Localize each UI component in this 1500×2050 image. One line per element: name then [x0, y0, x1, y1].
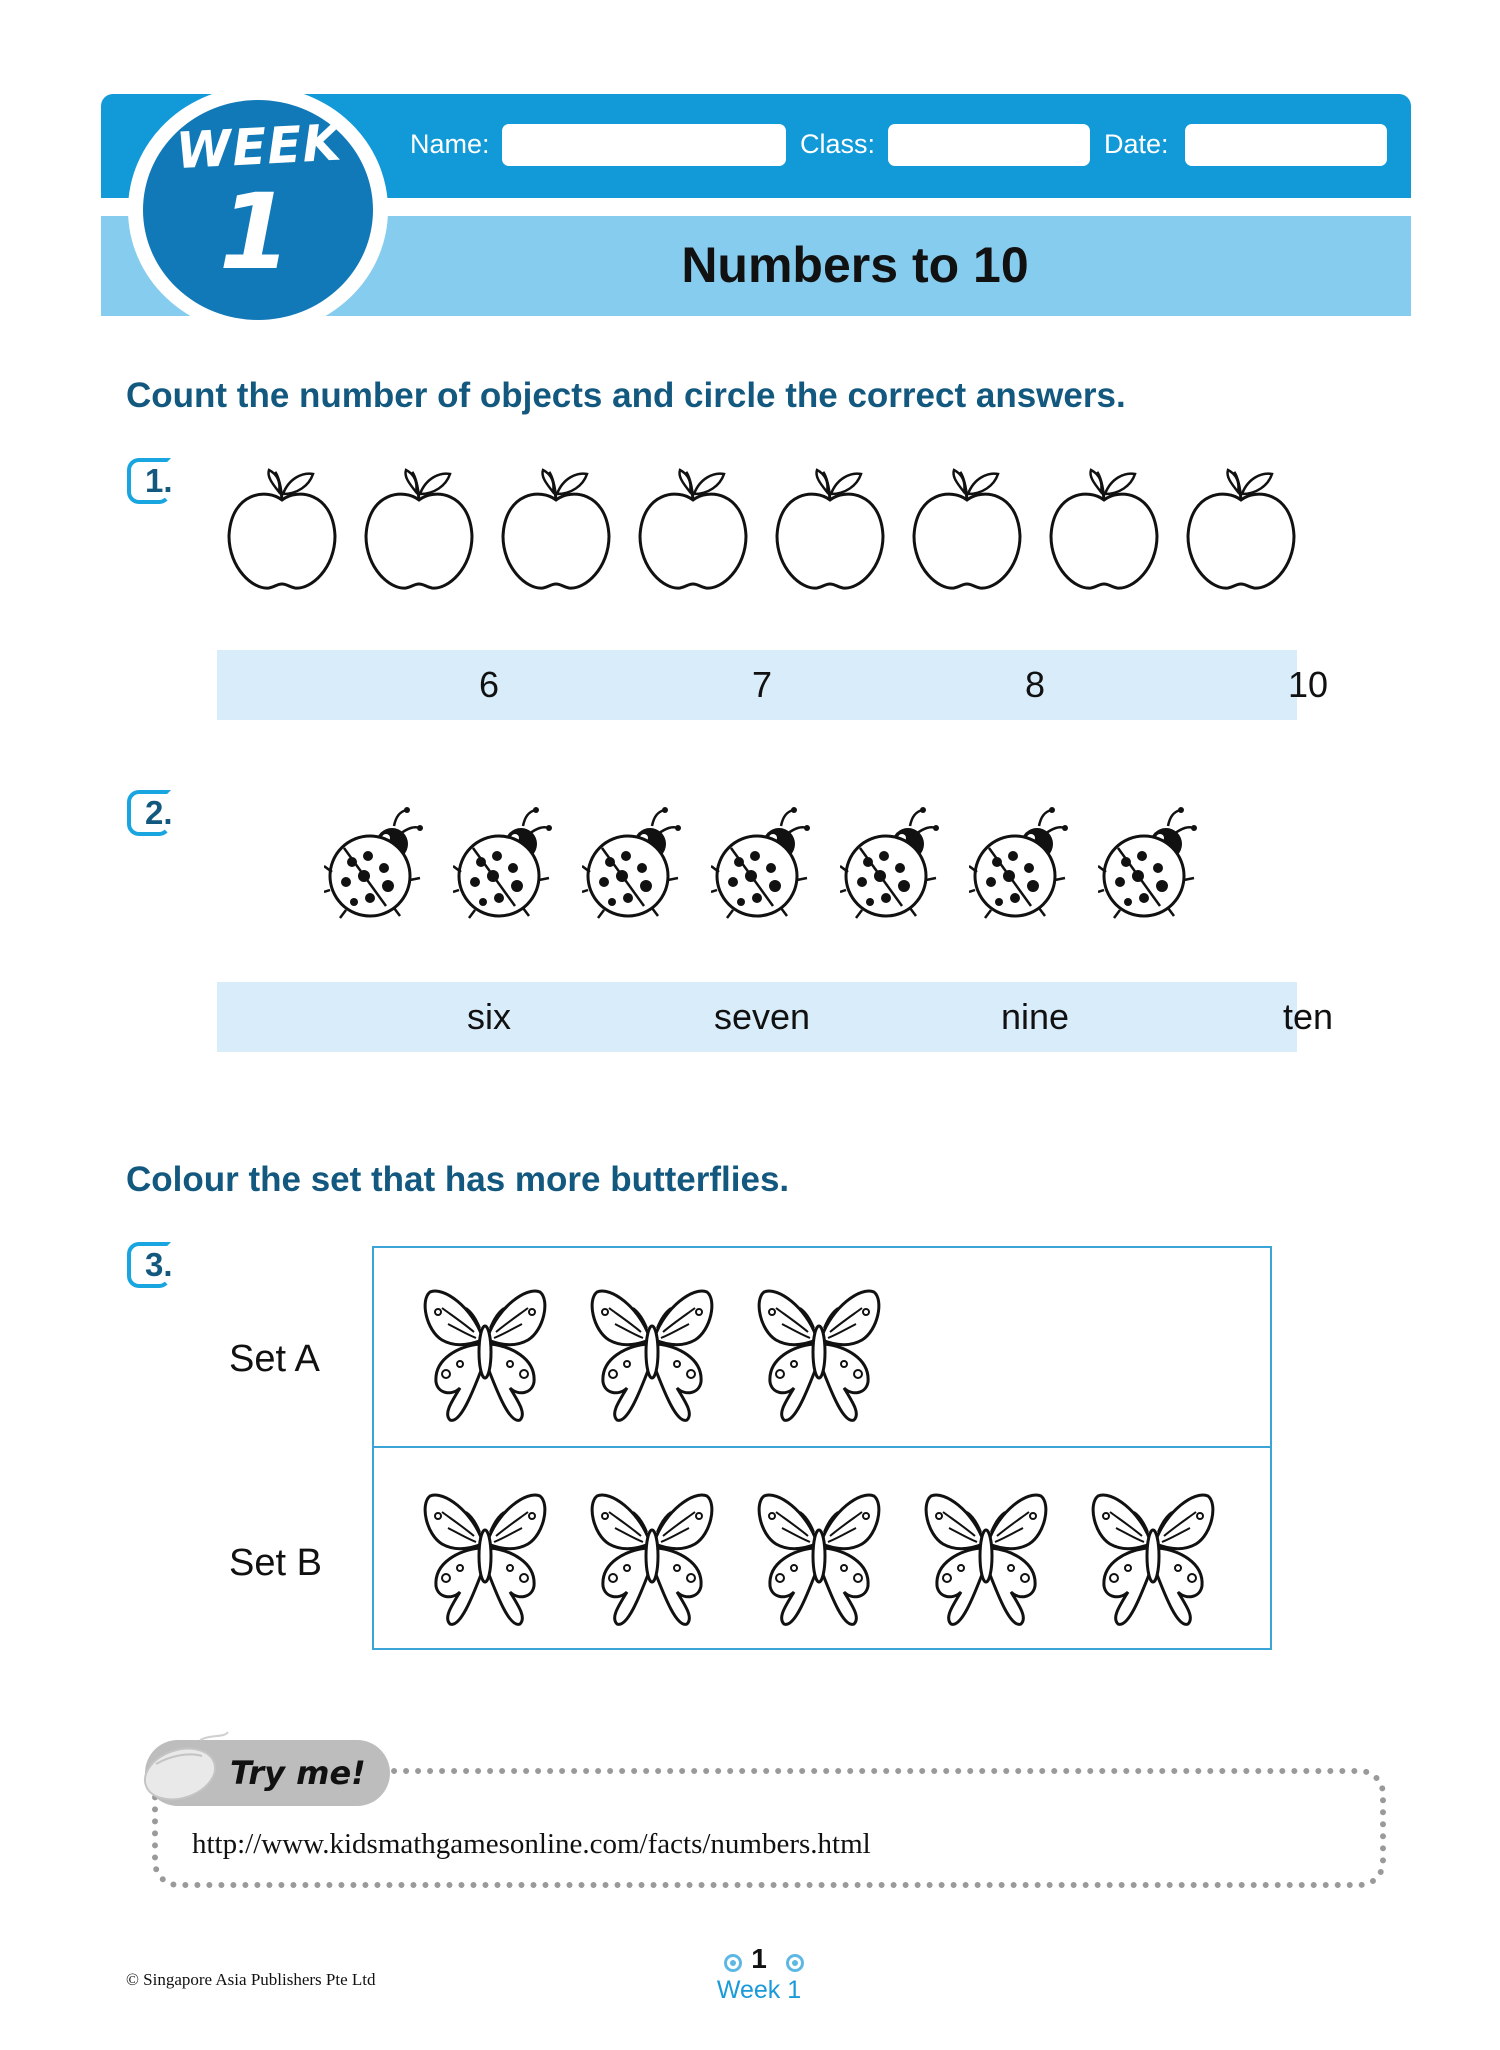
- question-number-1: 1.: [127, 458, 171, 504]
- page-title: Numbers to 10: [681, 237, 1029, 293]
- name-field[interactable]: [502, 124, 786, 166]
- butterfly-icon: [754, 1278, 884, 1431]
- ladybug-icon: [840, 806, 940, 929]
- butterfly-icon: [587, 1482, 717, 1635]
- apple-icon: [223, 466, 341, 599]
- ladybug-icon: [711, 806, 811, 929]
- butterfly-icon: [420, 1278, 550, 1431]
- ladybug-icon: [582, 806, 682, 929]
- answer-option[interactable]: seven: [713, 996, 811, 1037]
- ladybug-icon: [453, 806, 553, 929]
- instruction-count: Count the number of objects and circle the correct answers.: [126, 376, 1126, 415]
- name-label: Name:: [410, 129, 490, 159]
- apple-icon: [360, 466, 478, 599]
- apple-icon: [908, 466, 1026, 599]
- answer-option[interactable]: six: [467, 996, 511, 1037]
- apple-icon: [497, 466, 615, 599]
- week-number: 1: [218, 171, 292, 293]
- butterfly-icon: [1088, 1482, 1218, 1635]
- answer-option[interactable]: nine: [1000, 996, 1070, 1037]
- answer-option[interactable]: 8: [1024, 664, 1046, 705]
- butterfly-icon: [921, 1482, 1051, 1635]
- date-field[interactable]: [1185, 124, 1387, 166]
- set-a-label: Set A: [229, 1338, 320, 1380]
- answer-option[interactable]: 7: [751, 664, 773, 705]
- apple-icon: [634, 466, 752, 599]
- page-number: 1: [751, 1943, 767, 1974]
- ladybug-icon: [969, 806, 1069, 929]
- try-me-label: Try me!: [230, 1754, 366, 1792]
- apple-icon: [771, 466, 889, 599]
- answer-bar-2: [217, 982, 1334, 1052]
- answer-option[interactable]: ten: [1282, 996, 1334, 1037]
- set-b-label: Set B: [229, 1542, 322, 1584]
- class-label: Class:: [800, 129, 876, 159]
- week-word: WEEK: [174, 113, 344, 181]
- date-label: Date:: [1104, 129, 1169, 159]
- apple-icon: [1045, 466, 1163, 599]
- mouse-icon: [140, 1730, 230, 1815]
- answer-option[interactable]: 10: [1287, 664, 1329, 705]
- week-footer-label: Week 1: [716, 1976, 802, 2004]
- butterfly-icon: [754, 1482, 884, 1635]
- copyright: © Singapore Asia Publishers Pte Ltd: [126, 1970, 376, 1989]
- question-number-3: 3.: [127, 1242, 171, 1288]
- try-me-link[interactable]: http://www.kidsmathgamesonline.com/facts/numbers.html: [192, 1828, 871, 1860]
- answer-option[interactable]: 6: [478, 664, 500, 705]
- answer-bar-1: [217, 650, 1329, 720]
- instruction-colour: Colour the set that has more butterflies.: [126, 1160, 790, 1199]
- apple-icon: [1182, 466, 1300, 599]
- butterfly-icon: [420, 1482, 550, 1635]
- ladybug-icon: [1098, 806, 1198, 929]
- ladybug-icon: [324, 806, 424, 929]
- butterfly-icon: [587, 1278, 717, 1431]
- class-field[interactable]: [888, 124, 1090, 166]
- question-number-2: 2.: [127, 790, 171, 836]
